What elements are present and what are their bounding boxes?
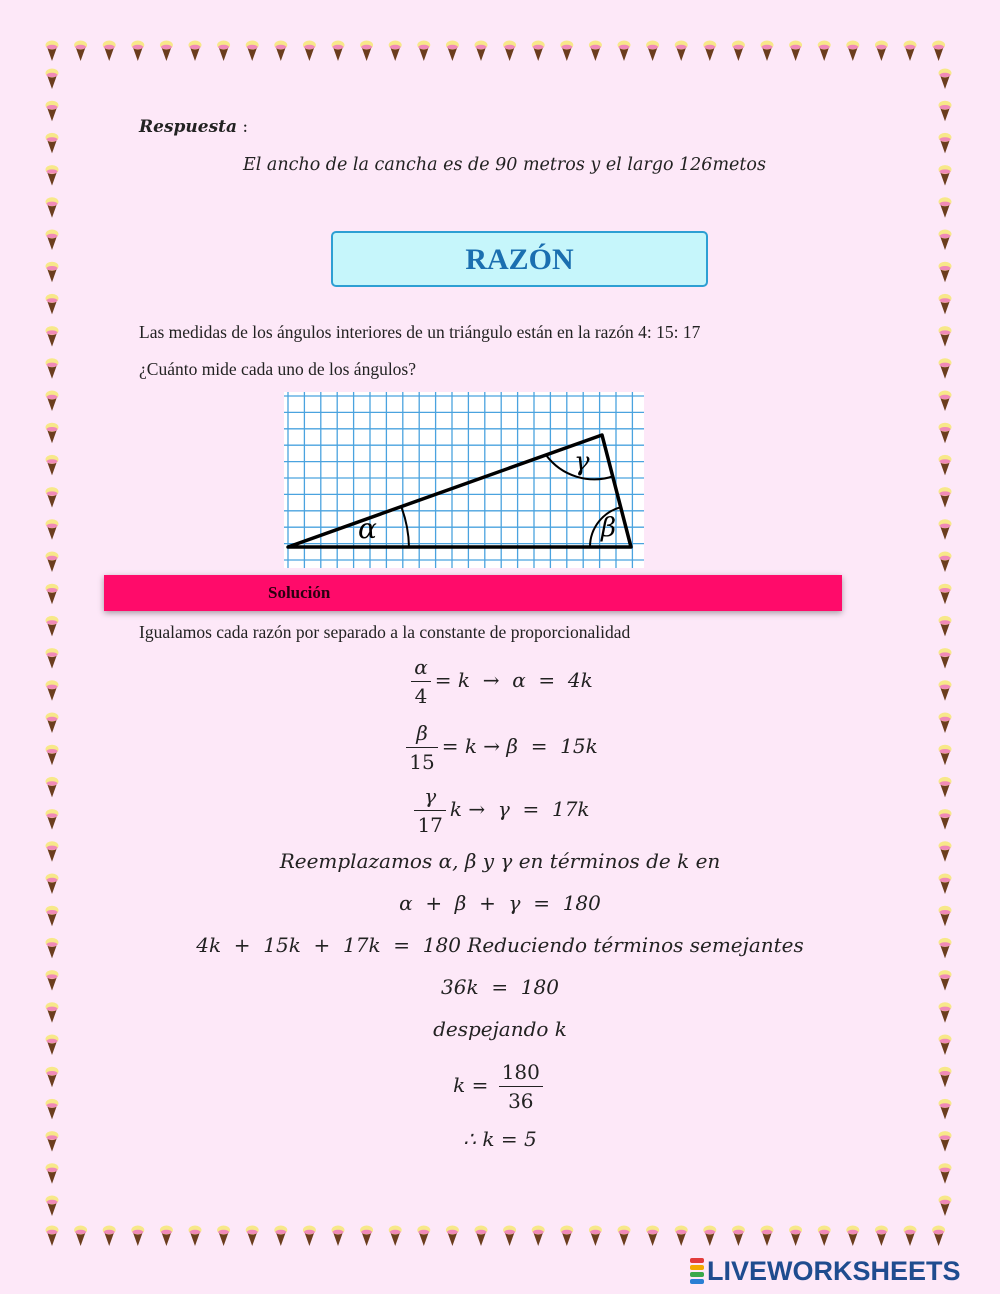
fraction-k	[499, 1058, 543, 1115]
ice-cream-cone-icon	[904, 1226, 917, 1247]
solution-label: Solución	[268, 583, 331, 602]
ice-cream-cone-icon	[103, 1226, 116, 1247]
ice-cream-cone-icon	[939, 391, 952, 412]
ice-cream-cone-icon	[939, 1163, 952, 1184]
ice-cream-cone-icon	[46, 1163, 59, 1184]
ice-cream-cone-icon	[646, 41, 659, 62]
answer-label-line	[139, 117, 248, 137]
ice-cream-cone-icon	[46, 1226, 59, 1247]
ice-cream-cone-icon	[46, 1196, 59, 1217]
ice-cream-cone-icon	[332, 41, 345, 62]
ice-cream-cone-icon	[46, 552, 59, 573]
fraction-alpha-den: 4	[414, 684, 428, 708]
ice-cream-cone-icon	[589, 1226, 602, 1247]
ice-cream-cone-icon	[939, 455, 952, 476]
ice-cream-cone-icon	[589, 41, 602, 62]
ice-cream-cone-icon	[46, 455, 59, 476]
equation-gamma	[0, 782, 1000, 839]
ice-cream-cone-icon	[503, 41, 516, 62]
ice-cream-cone-icon	[846, 1226, 859, 1247]
ice-cream-cone-icon	[46, 616, 59, 637]
ice-cream-cone-icon	[46, 519, 59, 540]
section-title: RAZÓN	[465, 243, 574, 276]
gamma-label: γ	[574, 447, 590, 477]
ice-cream-cone-icon	[274, 1226, 287, 1247]
fraction-beta-den: 15	[409, 750, 435, 774]
answer-text: El ancho de la cancha es de 90 metros y el largo 126metos	[243, 155, 766, 175]
equation-k-fraction	[0, 1058, 1000, 1115]
beta-label: β	[601, 513, 617, 543]
fraction-k-den: 36	[508, 1089, 534, 1113]
triangle-figure	[284, 392, 644, 568]
ice-cream-cone-icon	[675, 1226, 688, 1247]
section-title-box	[331, 231, 708, 287]
ice-cream-cone-icon	[818, 1226, 831, 1247]
equation-alpha	[0, 653, 1000, 710]
ice-cream-cone-icon	[246, 41, 259, 62]
ice-cream-cone-icon	[417, 1226, 430, 1247]
ice-cream-cone-icon	[932, 41, 945, 62]
fraction-alpha-num: α	[411, 653, 431, 682]
ice-cream-cone-icon	[939, 69, 952, 90]
fraction-beta-num: β	[406, 719, 437, 748]
ice-cream-cone-icon	[389, 41, 402, 62]
ice-cream-cone-icon	[46, 230, 59, 251]
liveworksheets-logo	[690, 1256, 961, 1286]
ice-cream-cone-icon	[939, 423, 952, 444]
ice-cream-cone-icon	[46, 197, 59, 218]
ice-cream-cone-icon	[939, 101, 952, 122]
ice-cream-cone-icon	[932, 1226, 945, 1247]
ice-cream-cone-icon	[46, 584, 59, 605]
ice-cream-cone-icon	[189, 41, 202, 62]
ice-cream-cone-icon	[939, 616, 952, 637]
ice-cream-cone-icon	[939, 326, 952, 347]
ice-cream-cone-icon	[939, 262, 952, 283]
ice-cream-cone-icon	[939, 487, 952, 508]
ice-cream-cone-icon	[217, 1226, 230, 1247]
ice-cream-cone-icon	[360, 41, 373, 62]
ice-cream-cone-icon	[46, 423, 59, 444]
ice-cream-cone-icon	[939, 133, 952, 154]
ice-cream-cone-icon	[875, 41, 888, 62]
ice-cream-cone-icon	[761, 1226, 774, 1247]
fraction-gamma-den: 17	[417, 813, 443, 837]
ice-cream-cone-icon	[303, 1226, 316, 1247]
fraction-k-num: 180	[499, 1058, 543, 1087]
ice-cream-cone-icon	[939, 230, 952, 251]
logo-badge-icon	[690, 1257, 704, 1285]
ice-cream-cone-icon	[761, 41, 774, 62]
ice-cream-cone-icon	[46, 262, 59, 283]
ice-cream-cone-icon	[417, 41, 430, 62]
answer-label: Respuesta	[139, 117, 238, 137]
equation-replace: Reemplazamos α, β y γ en términos de k en	[279, 849, 721, 873]
ice-cream-cone-icon	[332, 1226, 345, 1247]
equation-solve-label: despejando k	[433, 1017, 567, 1041]
equation-result: ∴ k = 5	[463, 1127, 537, 1151]
equation-beta-rest: = k → β = 15k	[441, 734, 598, 758]
ice-cream-cone-icon	[532, 1226, 545, 1247]
ice-cream-cone-icon	[939, 584, 952, 605]
ice-cream-cone-icon	[732, 41, 745, 62]
fraction-beta	[406, 719, 437, 776]
equation-reduced: 36k = 180	[441, 975, 559, 999]
ice-cream-cone-icon	[503, 1226, 516, 1247]
ice-cream-cone-icon	[46, 133, 59, 154]
ice-cream-cone-icon	[939, 1196, 952, 1217]
ice-cream-cone-icon	[131, 1226, 144, 1247]
ice-cream-cone-icon	[74, 1226, 87, 1247]
ice-cream-cone-icon	[74, 41, 87, 62]
ice-cream-cone-icon	[939, 197, 952, 218]
answer-colon: :	[242, 117, 249, 137]
ice-cream-cone-icon	[189, 1226, 202, 1247]
ice-cream-cone-icon	[46, 165, 59, 186]
ice-cream-cone-icon	[446, 41, 459, 62]
ice-cream-cone-icon	[246, 1226, 259, 1247]
ice-cream-cone-icon	[618, 1226, 631, 1247]
ice-cream-cone-icon	[46, 358, 59, 379]
ice-cream-cone-icon	[875, 1226, 888, 1247]
fraction-gamma	[414, 782, 445, 839]
ice-cream-cone-icon	[560, 41, 573, 62]
ice-cream-cone-icon	[675, 41, 688, 62]
fraction-gamma-num: γ	[414, 782, 445, 811]
equation-gamma-rest: k → γ = 17k	[449, 797, 590, 821]
ice-cream-cone-icon	[818, 41, 831, 62]
ice-cream-cone-icon	[646, 1226, 659, 1247]
ice-cream-cone-icon	[46, 69, 59, 90]
problem-statement: Las medidas de los ángulos interiores de un triángulo están en la razón 4: 15: 17	[139, 322, 701, 342]
ice-cream-cone-icon	[532, 41, 545, 62]
ice-cream-cone-icon	[560, 1226, 573, 1247]
ice-cream-cone-icon	[160, 1226, 173, 1247]
ice-cream-cone-icon	[303, 41, 316, 62]
ice-cream-cone-icon	[46, 326, 59, 347]
logo-text: LIVEWORKSHEETS	[707, 1255, 961, 1286]
ice-cream-cone-icon	[618, 41, 631, 62]
ice-cream-cone-icon	[475, 41, 488, 62]
fraction-alpha	[411, 653, 431, 710]
ice-cream-cone-icon	[904, 41, 917, 62]
solution-intro: Igualamos cada razón por separado a la constante de proporcionalidad	[139, 622, 631, 642]
equation-sum: α + β + γ = 180	[399, 891, 601, 915]
ice-cream-cone-icon	[846, 41, 859, 62]
ice-cream-cone-icon	[160, 41, 173, 62]
ice-cream-cone-icon	[703, 1226, 716, 1247]
ice-cream-cone-icon	[360, 1226, 373, 1247]
ice-cream-cone-icon	[446, 1226, 459, 1247]
alpha-label: α	[358, 512, 377, 545]
ice-cream-cone-icon	[274, 41, 287, 62]
problem-question: ¿Cuánto mide cada uno de los ángulos?	[139, 359, 417, 379]
ice-cream-cone-icon	[46, 391, 59, 412]
ice-cream-cone-icon	[939, 294, 952, 315]
equation-k-left: k =	[453, 1073, 489, 1097]
ice-cream-cone-icon	[103, 41, 116, 62]
ice-cream-cone-icon	[131, 41, 144, 62]
ice-cream-cone-icon	[703, 41, 716, 62]
ice-cream-cone-icon	[939, 358, 952, 379]
ice-cream-cone-icon	[939, 165, 952, 186]
ice-cream-cone-icon	[46, 294, 59, 315]
ice-cream-cone-icon	[939, 552, 952, 573]
ice-cream-cone-icon	[217, 41, 230, 62]
solution-banner	[104, 575, 842, 611]
ice-cream-cone-icon	[789, 1226, 802, 1247]
ice-cream-cone-icon	[46, 487, 59, 508]
ice-cream-cone-icon	[939, 519, 952, 540]
equation-beta	[0, 719, 1000, 776]
equation-alpha-rest: = k → α = 4k	[434, 668, 593, 692]
ice-cream-cone-icon	[475, 1226, 488, 1247]
ice-cream-cone-icon	[389, 1226, 402, 1247]
ice-cream-cone-icon	[46, 101, 59, 122]
ice-cream-cone-icon	[46, 41, 59, 62]
equation-expanded: 4k + 15k + 17k = 180 Reduciendo términos semejantes	[196, 933, 804, 957]
ice-cream-cone-icon	[789, 41, 802, 62]
ice-cream-cone-icon	[732, 1226, 745, 1247]
